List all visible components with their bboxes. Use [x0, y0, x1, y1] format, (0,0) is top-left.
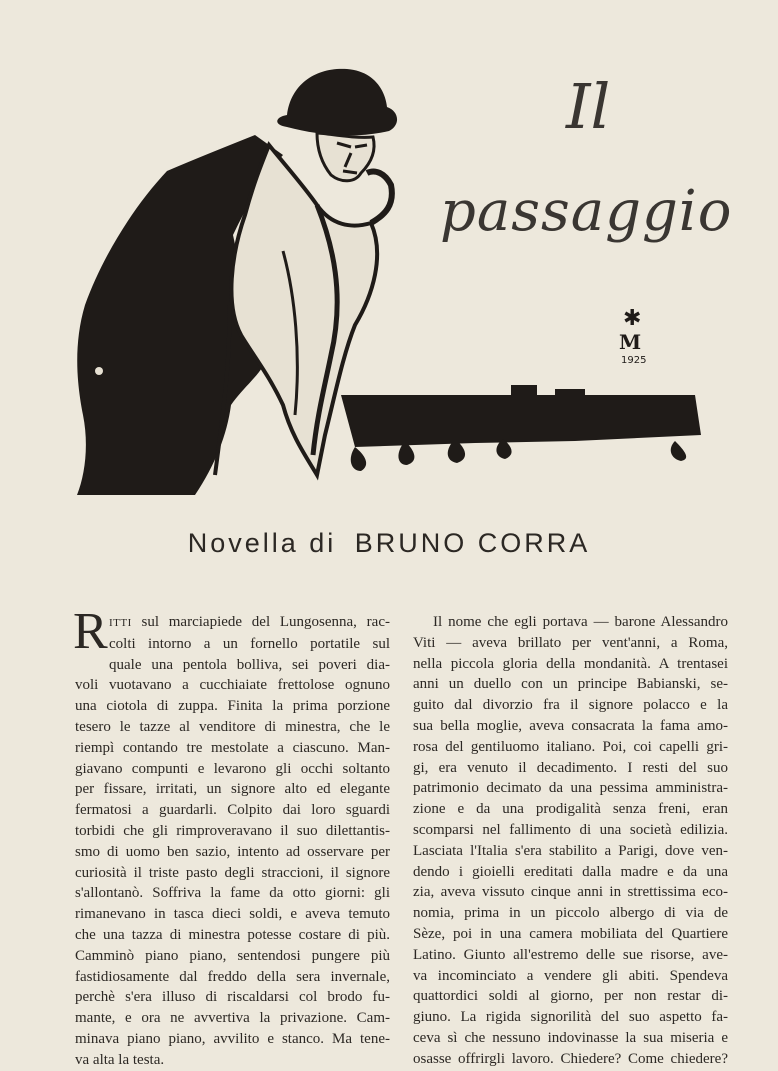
- text-line: tesero le tazze al venditore di minestra, che le: [75, 718, 390, 735]
- text-line: minava piano piano, avvilito e stanco. Ma tene-: [75, 1030, 390, 1047]
- text-line: che una tazza di minestra potesse costare di più.: [75, 926, 390, 943]
- signature-initial: M: [619, 330, 642, 354]
- text-line: ceva sì che nessuno indovinasse la sua miseria e: [413, 1029, 728, 1046]
- text-line: zione e da una prodigalità senza freni, eran: [413, 801, 728, 818]
- text-line: riempì contando tre mestolate a ciascuno. Man-: [75, 739, 390, 756]
- text-line: osasse offrirgli lavoro. Chiedere? Come chiedere?: [413, 1050, 728, 1067]
- text-line: patrimonio decimato da una pessima amministra-: [413, 780, 728, 797]
- text-line: torbidi che gli rimproveravano il suo dilettantis-: [75, 822, 390, 839]
- text-line: per fissare, irritati, un signore alto ed elegante: [75, 781, 390, 798]
- text-line: va alta la testa.: [75, 1051, 165, 1068]
- text-line: s'allontanò. Soffriva la fame da otto giorni: gli: [75, 885, 390, 902]
- text-line: anni un duello con un principe Babianski, se-: [413, 676, 728, 693]
- drop-cap: R: [73, 603, 108, 660]
- byline: [0, 528, 778, 559]
- text-line: giavano compunti e levarono gli occhi soltanto: [75, 760, 390, 777]
- text-line: guito dal divorzio fra il signore polacco e la: [413, 697, 728, 714]
- text-line: quattordici soldi al giorno, per non restar di-: [413, 988, 728, 1005]
- text-line: va incominciato a vendere gli abiti. Spendeva: [413, 967, 728, 984]
- hat-shape: [277, 69, 397, 136]
- text-line: una ciotola di zuppa. Finita la prima porzione: [75, 698, 390, 715]
- text-line: smo di uomo ben sazio, intento ad osservare per: [75, 843, 390, 860]
- text-column-right: [413, 612, 728, 1070]
- text-line: rosa del gentiluomo italiano. Poi, coi capelli gri-: [413, 738, 728, 755]
- text-line: voli vuotavano a cucchiaiate frettolose ognuno: [75, 677, 390, 694]
- text-column-left: [73, 603, 390, 1071]
- text-line: perchè s'era illuso di riscaldarsi col brodo fu-: [75, 989, 390, 1006]
- text-line: fermatosi a guardarli. Colpito dai loro sguardi: [75, 802, 390, 819]
- text-line: quale una pentola bolliva, sei poveri dia-: [109, 656, 390, 673]
- text-line: nomia, prima in un piccolo albergo di via de: [413, 905, 728, 922]
- signature-year: 1925: [621, 355, 647, 366]
- text-line: curiosità il triste pasto degli straccioni, il signore: [75, 864, 390, 881]
- text-line: rimanevano in tasca dieci soldi, e aveva temuto: [75, 906, 390, 923]
- text-line: dendo i gioielli ereditati dalla madre e da una: [413, 863, 728, 880]
- text-line: Sèze, poi in una camera mobiliata del Quartiere: [413, 925, 728, 942]
- title-line-1: Il: [566, 70, 611, 143]
- text-line: scomparsi nel fallimento di una società edilizia.: [413, 821, 728, 838]
- text-line: colti intorno a un fornello portatile sul: [109, 635, 390, 652]
- byline-author: BRUNO CORRA: [354, 528, 591, 558]
- text-line: Il nome che egli portava — barone Alessandro: [433, 614, 728, 630]
- text-line: Viti — aveva brillato per vent'anni, a Roma,: [413, 634, 728, 651]
- text-line: zia, aveva vissuto cinque anni in strettissima eco-: [413, 884, 728, 901]
- text-line: Latino. Giunto all'estremo delle sue risorse, ave-: [413, 946, 728, 963]
- text-line: fastidiosamente dal freddo della sera invernale,: [75, 968, 390, 985]
- text-line: Camminò piano piano, sentendosi pungere più: [75, 947, 390, 964]
- text-line: Lasciata l'Italia s'era stabilito a Parigi, dove ven-: [413, 842, 728, 859]
- signature-star-icon: ✱: [623, 306, 642, 331]
- text-line: mante, e ora ne avvertiva la privazione. Cam-: [75, 1010, 390, 1027]
- skyline-shape: [341, 395, 701, 447]
- text-line: nella piccola gloria della mondanità. A trentasei: [413, 655, 728, 672]
- text-line: ITTI sul marciapiede del Lungosenna, rac-: [109, 614, 390, 630]
- text-line: giuno. La rigida signorilità del suo aspetto fa-: [413, 1009, 728, 1026]
- title-line-2: passaggio: [440, 179, 733, 244]
- face-shape: [317, 133, 374, 181]
- text-line: gi, era venuto il decadimento. I resti del suo: [413, 759, 728, 776]
- text-line: sua bella moglie, aveva consacrata la fama amo-: [413, 717, 728, 734]
- byline-prefix: Novella di: [187, 528, 337, 558]
